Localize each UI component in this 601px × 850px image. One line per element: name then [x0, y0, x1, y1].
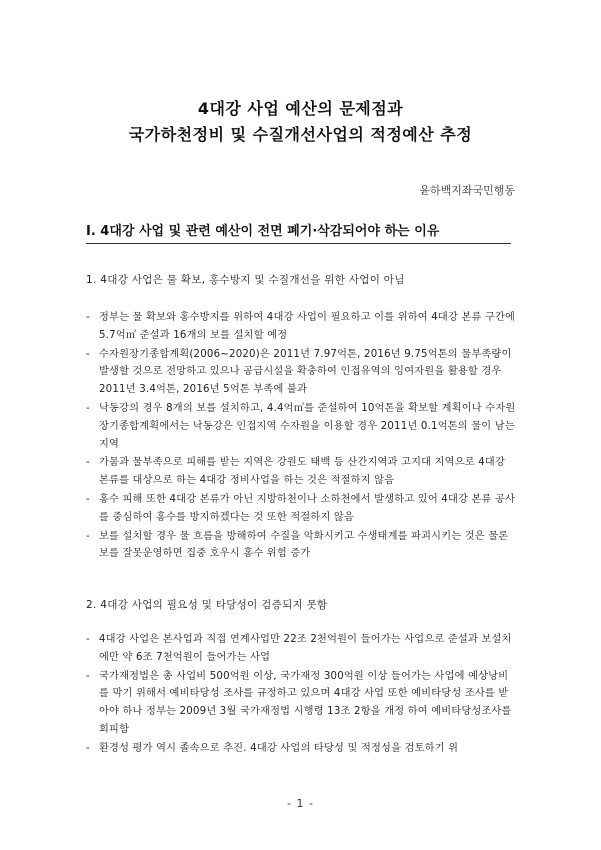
bullet-text: 가뭄과 물부족으로 피해를 받는 지역은 강원도 태백 등 산간지역과 고지대 지역으로 4대강 본류를 대상으로 하는 4대강 정비사업을 하는 것은 적절하지 않음 [99, 457, 505, 487]
subsection-1-heading: 1. 4대강 사업은 물 확보, 홍수방지 및 수질개선을 위한 사업이 아님 [86, 274, 405, 286]
bullet-text: 홍수 피해 또한 4대강 본류가 아닌 지방하천이나 소하천에서 발생하고 있어 4대강 본류 공사를 중심하여 홍수를 방지하겠다는 것 또한 적절하지 않음 [99, 493, 516, 523]
page-number: - 1 - [287, 797, 314, 810]
document-title-line2: 국가하천정비 및 수질개선사업의 적정예산 추정 [128, 125, 473, 144]
bullet-text: 정부는 물 확보와 홍수방지를 위하여 4대강 사업이 필요하고 이를 위하여 4대강 본류 구간에 5.7억㎥ 준설과 16개의 보를 설치할 예정 [99, 312, 516, 341]
section-1-heading: Ⅰ. 4대강 사업 및 관련 예산이 전면 폐기·삭감되어야 하는 이유 [86, 224, 440, 239]
subsection-1-bullet-list [86, 309, 516, 564]
bullet-text: 국가재정법은 총 사업비 500억원 이상, 국가재정 300억원 이상 들어가는 사업에 예상낭비를 막기 위해서 예비타당성 조사를 규정하고 있으며 4대강 사업 또한 예비타당성 조사를 받아야 하나 정부는 2009년 3월 국가재정법 시행령 13조 2항을 개정 하여 예비타당성조사를 회피함 [99, 670, 512, 735]
organization-name: 윤하백지좌국민행동 [419, 184, 515, 197]
bullet-text: 보를 설치할 경우 물 흐름을 방해하여 수질을 악화시키고 수생태계를 파괴시키는 것은 물론 보를 잘못운영하면 집중 호우시 홍수 위험 증가 [99, 530, 509, 560]
bullet-text: 4대강 사업은 본사업과 직접 연계사업만 22조 2천억원이 들어가는 사업으로 준설과 보설치에만 약 6조 7천억원이 들어가는 사업 [99, 634, 512, 663]
subsection-2-bullet-list [86, 631, 516, 759]
bullet-item: - 국가재정법은 총 사업비 500억원 이상, 국가재정 300억원 이상 들어가는 사업에 예상낭비를 막기 위해서 예비타당성 조사를 규정하고 있으며 4대강 사업 또한 예비타당성 조사를 받아야 하나 정부는 2009년 3월 국가재정법 시행령 13조 2항을 개정 하여 예비타당성조사를 회피함 [86, 670, 512, 735]
bullet-item: - 가뭄과 물부족으로 피해를 받는 지역은 강원도 태백 등 산간지역과 고지대 지역으로 4대강 본류를 대상으로 하는 4대강 정비사업을 하는 것은 적절하지 않음 [86, 457, 505, 487]
bullet-item: - 환경성 평가 역시 졸속으로 추진. 4대강 사업의 타당성 및 적정성을 검토하기 위 [86, 742, 459, 754]
bullet-item: - 정부는 물 확보와 홍수방지를 위하여 4대강 사업이 필요하고 이를 위하여 4대강 본류 구간에 5.7억㎥ 준설과 16개의 보를 설치할 예정 [86, 312, 516, 341]
section-divider [86, 243, 511, 244]
bullet-text: 수자원장기종합계획(2006~2020)은 2011년 7.97억톤, 2016년 9.75억톤의 물부족량이 발생할 것으로 전망하고 있으나 공급시설을 확충하여 인접유역의 잉여자원을 활용할 경우 2011년 3.4억톤, 2016년 5억톤 부족에 불과 [99, 348, 512, 396]
bullet-item: - 보를 설치할 경우 물 흐름을 방해하여 수질을 악화시키고 수생태계를 파괴시키는 것은 물론 보를 잘못운영하면 집중 호우시 홍수 위험 증가 [86, 530, 509, 560]
bullet-item: - 수자원장기종합계획(2006~2020)은 2011년 7.97억톤, 2016년 9.75억톤의 물부족량이 발생할 것으로 전망하고 있으나 공급시설을 확충하여 인접유역의 잉여자원을 활용할 경우 2011년 3.4억톤, 2016년 5억톤 부족에 불과 [86, 348, 512, 396]
bullet-item: - 홍수 피해 또한 4대강 본류가 아닌 지방하천이나 소하천에서 발생하고 있어 4대강 본류 공사를 중심하여 홍수를 방지하겠다는 것 또한 적절하지 않음 [86, 493, 516, 523]
bullet-item: - 4대강 사업은 본사업과 직접 연계사업만 22조 2천억원이 들어가는 사업으로 준설과 보설치에만 약 6조 7천억원이 들어가는 사업 [86, 634, 512, 663]
document-title-line1: 4대강 사업 예산의 문제점과 [197, 99, 404, 118]
subsection-2-heading: 2. 4대강 사업의 필요성 및 타당성이 검증되지 못함 [86, 599, 328, 611]
bullet-text: 낙동강의 경우 8개의 보를 설치하고, 4.4억㎥를 준설하여 10억톤을 확보할 계획이나 수자원장기종합계획에서는 낙동강은 인접지역 수자원을 이용할 경우 2011년 0.1억톤의 물이 남는 지역 [99, 402, 516, 450]
bullet-item: - 낙동강의 경우 8개의 보를 설치하고, 4.4억㎥를 준설하여 10억톤을 확보할 계획이나 수자원장기종합계획에서는 낙동강은 인접지역 수자원을 이용할 경우 2011년 0.1억톤의 물이 남는 지역 [86, 402, 516, 450]
bullet-text: 환경성 평가 역시 졸속으로 추진. 4대강 사업의 타당성 및 적정성을 검토하기 위 [99, 742, 459, 754]
